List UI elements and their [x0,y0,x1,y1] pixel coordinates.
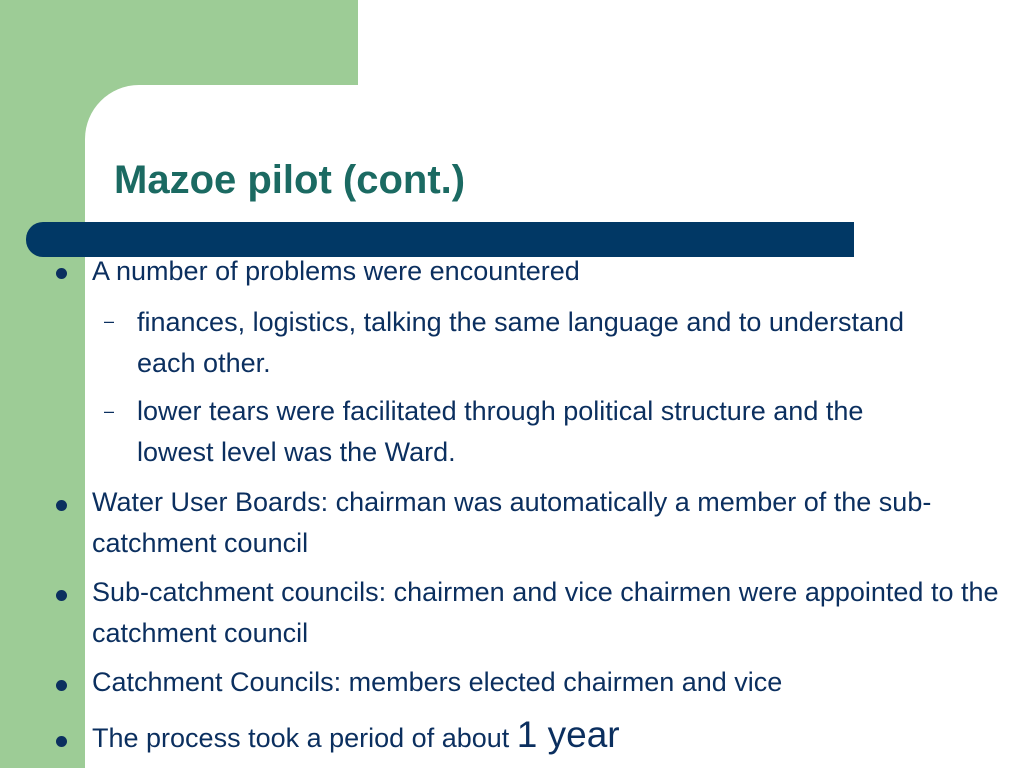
emphasis-text: 1 year [516,714,620,755]
bullet-text: Water User Boards: chairman was automatically a member of the sub-catchment council [92,487,932,558]
dash-bullet-icon: – [104,401,115,421]
bullet-dot-icon [56,680,67,691]
bullet-dot-icon [56,736,67,747]
bullet-dot-icon [56,500,67,511]
slide-title: Mazoe pilot (cont.) [114,158,466,202]
bullet-text: Sub-catchment councils: chairmen and vice chairmen were appointed to the catchment council [92,577,999,648]
bullet-dot-icon [56,268,67,279]
sub-bullet-text: lower tears were facilitated through political structure and the lowest level was the Ward. [137,396,864,467]
bullet-text [92,714,992,759]
bullet-dot-icon [56,590,67,601]
sub-bullet-text: finances, logistics, talking the same language and to understand each other. [137,307,904,378]
bullet-text-main: The process took a period of about [92,723,517,753]
bullet-text: A number of problems were encountered [92,256,580,286]
bullet-text: Catchment Councils: members elected chairmen and vice [92,667,783,697]
dash-bullet-icon: – [104,311,115,331]
